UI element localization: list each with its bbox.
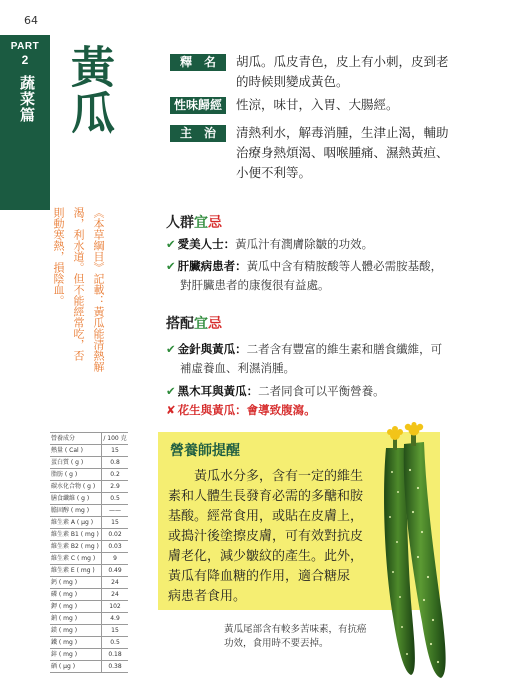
nutrient-value: 0.03 [101,541,128,552]
heading-bad: 忌 [208,215,222,231]
check-icon: ✔ [166,384,176,398]
nutrient-value: 0.5 [101,637,128,648]
part-label: PART [10,41,40,52]
table-row [50,469,128,481]
table-row [50,493,128,505]
definition-text-indications [236,123,466,183]
nutrient-value: 102 [101,601,128,612]
table-row [50,529,128,541]
pairing-item [166,340,466,359]
table-header [50,432,128,445]
tip-line: 素和人體生長發育必需的多醣和胺 [168,489,364,504]
check-icon: ✔ [166,237,176,251]
nutrient-name: 磷 ( mg ) [51,591,78,598]
pairing-item-avoid [166,401,466,420]
nutrient-name: 維生素 B1 ( mg ) [51,531,99,538]
item-name: 愛美人士： [177,237,236,251]
tip-line: 基酸。經常食用，或貼在皮膚上， [168,509,364,524]
nutrient-value: 0.8 [101,457,128,468]
tip-text [168,467,378,607]
page-number: 64 [24,14,38,27]
definition-line: 性涼，味甘，入胃、大腸經。 [236,97,399,112]
definition-line: 小便不利等。 [236,165,312,180]
header-cell: / 100 克 [101,433,128,444]
nutrient-name: 蛋白質 ( g ) [51,459,84,466]
population-item [166,257,466,276]
pairing-item-continued: 補虛養血、利濕消腫。 [180,361,295,375]
nutrient-name: 碳水化合物 ( g ) [51,483,96,490]
nutrient-name: 鉀 ( mg ) [51,603,78,610]
part-number: 2 [21,53,29,67]
nutrient-value: 9 [101,553,128,564]
tip-line: 病患者食用。 [168,589,247,604]
definition-line: 治療身熱煩渴、咽喉腫痛、濕熱黃疸、 [236,145,449,160]
pairing-item [166,382,466,401]
table-row [50,637,128,649]
nutrient-value: 24 [101,589,128,600]
item-text: 會導致腹瀉。 [246,403,316,417]
cross-icon: ✘ [166,403,176,417]
table-row [50,661,128,673]
table-row [50,457,128,469]
quote-column: 《本草綱目》記載：黃瓜能清熱解 [92,207,105,372]
table-row [50,589,128,601]
table-row [50,601,128,613]
nutrient-name: 鈣 ( mg ) [51,579,78,586]
nutrient-value: 15 [101,517,128,528]
nutrient-value: 0.49 [101,565,128,576]
pairing-heading [166,313,222,333]
table-row [50,553,128,565]
nutrient-name: 膳食纖維 ( g ) [51,495,90,502]
quote-column: 渴，利水道。但不能經常吃，否 [72,207,85,361]
nutrient-name: 膽固醇 ( mg ) [51,507,90,514]
tip-line: 膚老化，減少皺紋的產生。此外， [168,549,364,564]
nutrient-name: 鋅 ( mg ) [51,651,78,658]
nutrient-name: 維生素 A ( μg ) [51,519,94,526]
definition-line: 的時候則變成黃色。 [236,74,349,89]
tip-line: 黃瓜有降血糖的作用，適合糖尿 [168,569,351,584]
part-section: 蔬菜篇 [18,75,36,123]
nutrient-name: 鎂 ( mg ) [51,627,78,634]
item-name: 金針與黃瓜： [177,342,247,356]
nutrient-name: 維生素 B2 ( mg ) [51,543,99,550]
nutrient-name: 鈉 ( mg ) [51,615,78,622]
definition-text-nature [236,95,466,115]
nutrient-value: 0.38 [101,661,128,672]
nutrient-value: 4.9 [101,613,128,624]
heading-bad: 忌 [208,316,222,332]
heading-good: 宜 [194,316,208,332]
nutrient-value: 0.2 [101,469,128,480]
tip-line: 或搗汁後塗擦皮膚，可有效對抗皮 [168,529,364,544]
definition-line: 胡瓜。瓜皮青色，皮上有小刺，皮到老 [236,54,449,69]
nutrient-name: 維生素 E ( mg ) [51,567,95,574]
nutrient-value: 0.18 [101,649,128,660]
nutrition-table [50,432,128,673]
nutrient-value: 2.9 [101,481,128,492]
nutrient-value: —— [101,505,128,516]
nutrient-name: 硒 ( μg ) [51,663,76,670]
nutrient-value: 15 [101,625,128,636]
item-text: 黃瓜中含有精胺酸等人體必需胺基酸， [246,259,443,273]
population-heading [166,212,222,232]
item-name: 肝臟病患者： [177,259,247,273]
nutrient-name: 熱量 ( Cal ) [51,447,83,454]
check-icon: ✔ [166,342,176,356]
table-row [50,565,128,577]
nutrient-name: 鐵 ( mg ) [51,639,78,646]
nutrient-value: 0.5 [101,493,128,504]
item-name: 黑木耳與黃瓜： [177,384,259,398]
item-text: 黃瓜汁有潤膚除皺的功效。 [235,237,374,251]
heading-text: 人群 [166,215,194,231]
table-row [50,649,128,661]
table-row [50,445,128,457]
definition-text-name [236,52,466,92]
page-title: 黃瓜 [63,44,114,136]
definition-label-nature: 性味歸經 [170,97,226,114]
table-row [50,577,128,589]
table-row [50,541,128,553]
check-icon: ✔ [166,259,176,273]
heading-good: 宜 [194,215,208,231]
item-text: 二者含有豐富的維生素和膳食纖維，可 [246,342,443,356]
nutrient-value: 24 [101,577,128,588]
population-item-continued: 對肝臟患者的康復很有益處。 [180,278,330,292]
tip-line: 黃瓜水分多，含有一定的維生 [168,469,364,484]
definition-label-indications: 主 治 [170,125,226,142]
definition-label-name: 釋 名 [170,54,226,71]
caption-line: 功效，食用時不要丟掉。 [224,638,329,649]
table-row [50,613,128,625]
nutrient-name: 脂肪 ( g ) [51,471,78,478]
part-tab [0,35,50,210]
quote-column: 則動寒熱，損陰血。 [52,207,65,306]
header-cell: 營養成分 [51,435,76,442]
heading-text: 搭配 [166,316,194,332]
table-row [50,625,128,637]
item-text: 二者同食可以平衡營養。 [258,384,385,398]
caption-line: 黃瓜尾部含有較多苦味素，有抗癌 [224,624,367,635]
table-row [50,505,128,517]
table-row [50,517,128,529]
nutrient-value: 0.02 [101,529,128,540]
item-name: 花生與黃瓜： [177,403,247,417]
nutrient-value: 15 [101,445,128,456]
cucumber-illustration [366,422,460,684]
image-caption [224,623,374,651]
tip-title: 營養師提醒 [170,443,240,459]
table-row [50,481,128,493]
nutrient-name: 維生素 C ( mg ) [51,555,96,562]
definition-line: 清熱利水，解毒消腫，生津止渴，輔助 [236,125,449,140]
population-item [166,235,466,254]
